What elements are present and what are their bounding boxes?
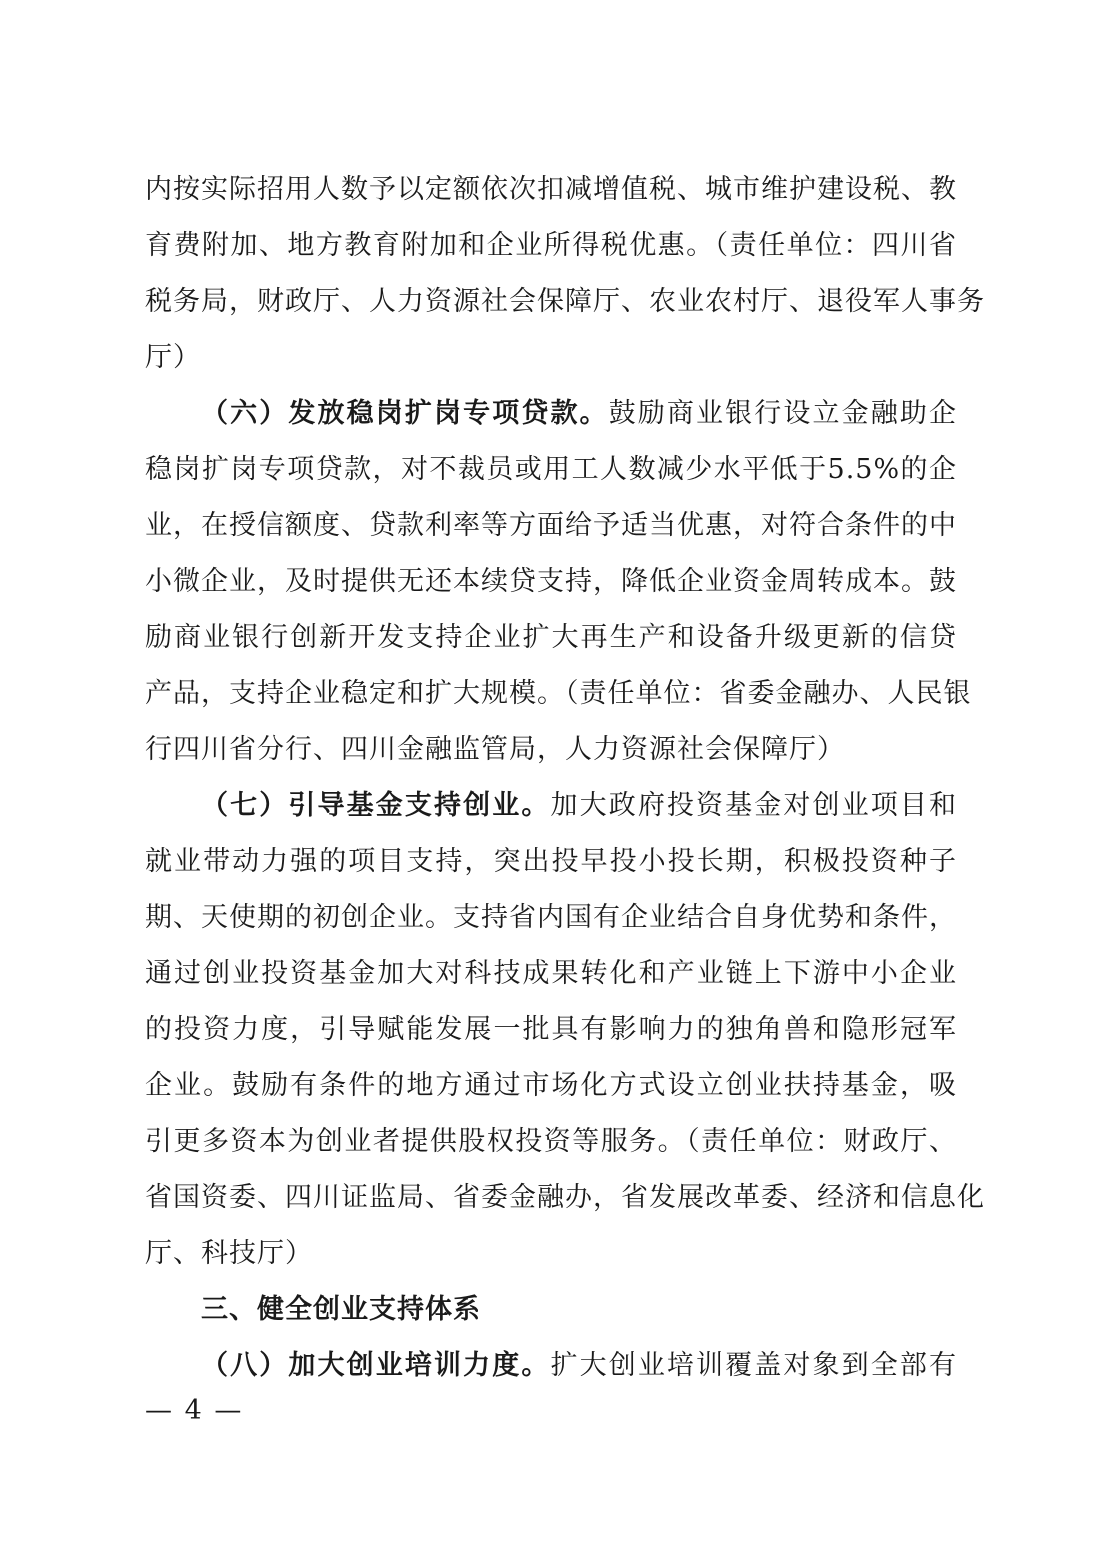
body-line: 期、天使期的初创企业。支持省内国有企业结合自身优势和条件， xyxy=(145,902,957,933)
body-line: 企业。鼓励有条件的地方通过市场化方式设立创业扶持基金，吸 xyxy=(145,1070,957,1101)
body-text: 加大政府投资基金对创业项目和 xyxy=(550,790,958,821)
body-line: 厅、科技厅） xyxy=(145,1238,313,1269)
body-line: 励商业银行创新开发支持企业扩大再生产和设备升级更新的信贷 xyxy=(145,622,957,653)
section-heading: 三、健全创业支持体系 xyxy=(201,1294,481,1325)
page-number: — 4 — xyxy=(145,1395,244,1426)
paragraph-first-line xyxy=(201,1338,957,1394)
body-line: 省国资委、四川证监局、省委金融办，省发展改革委、经济和信息化 xyxy=(145,1182,985,1213)
body-line: 通过创业投资基金加大对科技成果转化和产业链上下游中小企业 xyxy=(145,958,957,989)
body-line: 内按实际招用人数予以定额依次扣减增值税、城市维护建设税、教 xyxy=(145,174,957,205)
paragraph-heading: （八）加大创业培训力度。 xyxy=(201,1350,551,1381)
body-line: 育费附加、地方教育附加和企业所得税优惠。（责任单位：四川省 xyxy=(145,230,957,261)
body-line: 业，在授信额度、贷款利率等方面给予适当优惠，对符合条件的中 xyxy=(145,510,957,541)
body-line: 厅） xyxy=(145,342,201,373)
paragraph-heading: （六）发放稳岗扩岗专项贷款。 xyxy=(201,398,609,429)
body-text: 鼓励商业银行设立金融助企 xyxy=(608,398,958,429)
paragraph-first-line xyxy=(201,386,957,442)
body-line: 产品，支持企业稳定和扩大规模。（责任单位：省委金融办、人民银 xyxy=(145,678,972,709)
paragraph-first-line xyxy=(201,778,957,834)
body-line: 税务局，财政厅、人力资源社会保障厅、农业农村厅、退役军人事务 xyxy=(145,286,985,317)
body-text: 扩大创业培训覆盖对象到全部有 xyxy=(550,1350,958,1381)
body-line: 行四川省分行、四川金融监管局，人力资源社会保障厅） xyxy=(145,734,845,765)
body-line: 引更多资本为创业者提供股权投资等服务。（责任单位：财政厅、 xyxy=(145,1126,957,1157)
body-line: 稳岗扩岗专项贷款，对不裁员或用工人数减少水平低于5.5%的企 xyxy=(145,454,957,485)
paragraph-heading: （七）引导基金支持创业。 xyxy=(201,790,551,821)
body-line: 小微企业，及时提供无还本续贷支持，降低企业资金周转成本。鼓 xyxy=(145,566,957,597)
body-line: 就业带动力强的项目支持，突出投早投小投长期，积极投资种子 xyxy=(145,846,957,877)
body-line: 的投资力度，引导赋能发展一批具有影响力的独角兽和隐形冠军 xyxy=(145,1014,957,1045)
